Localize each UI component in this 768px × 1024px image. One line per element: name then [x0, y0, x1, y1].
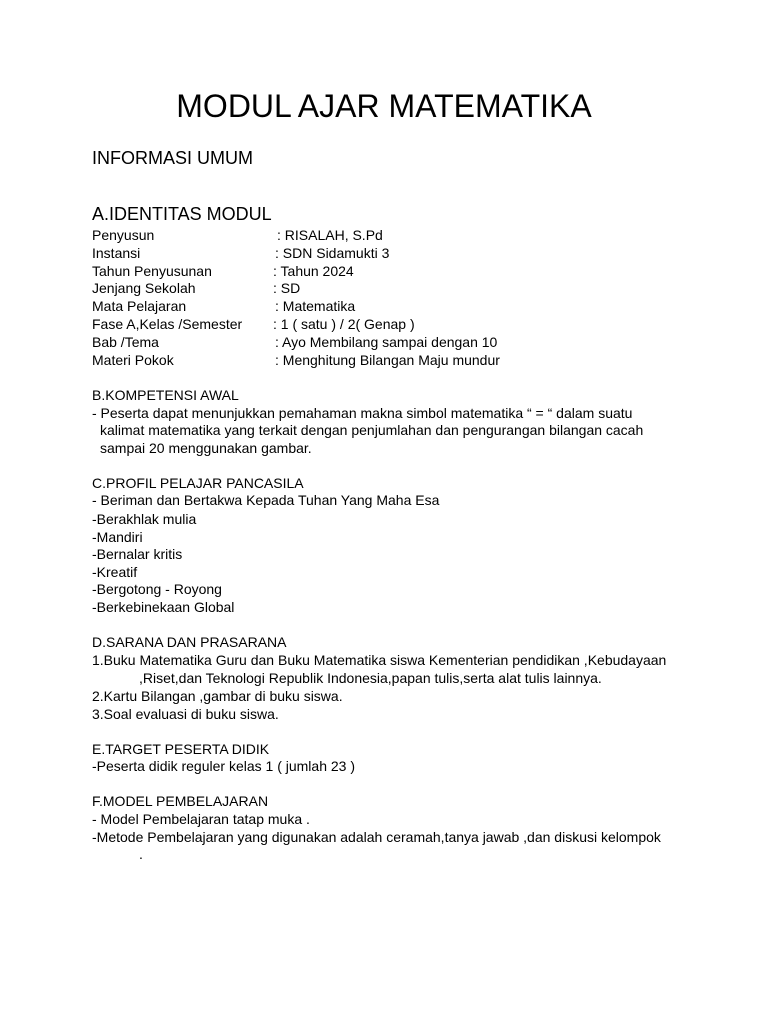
- section-model-heading: F.MODEL PEMBELAJARAN: [92, 793, 269, 809]
- identitas-value: : RISALAH, S.Pd: [277, 227, 383, 243]
- section-sarana-heading: D.SARANA DAN PRASARANA: [92, 634, 287, 650]
- sarana-line: ,Riset,dan Teknologi Republik Indonesia,papan tulis,serta alat tulis lainnya.: [139, 670, 602, 686]
- identitas-label: Mata Pelajaran: [92, 298, 187, 314]
- target-line: -Peserta didik reguler kelas 1 ( jumlah 23 ): [92, 758, 356, 774]
- section-informasi-umum: INFORMASI UMUM: [92, 148, 253, 168]
- kompetensi-line: sampai 20 menggunakan gambar.: [100, 440, 312, 456]
- sarana-line: 2.Kartu Bilangan ,gambar di buku siswa.: [92, 688, 343, 704]
- identitas-label: Materi Pokok: [92, 352, 174, 368]
- profil-item: -Bergotong - Royong: [92, 581, 222, 597]
- section-kompetensi-heading: B.KOMPETENSI AWAL: [92, 387, 239, 403]
- identitas-value: : SD: [273, 280, 301, 296]
- identitas-label: Tahun Penyusunan: [92, 263, 212, 279]
- identitas-value: : Tahun 2024: [273, 263, 354, 279]
- section-target-heading: E.TARGET PESERTA DIDIK: [92, 741, 270, 757]
- model-line: -Metode Pembelajaran yang digunakan adalah ceramah,tanya jawab ,dan diskusi kelompok: [92, 829, 661, 845]
- identitas-label: Penyusun: [92, 227, 155, 243]
- profil-item: -Bernalar kritis: [92, 546, 183, 562]
- identitas-label: Jenjang Sekolah: [92, 280, 196, 296]
- identitas-value: : 1 ( satu ) / 2( Genap ): [273, 316, 415, 332]
- sarana-line: 1.Buku Matematika Guru dan Buku Matematika siswa Kementerian pendidikan ,Kebudayaan: [92, 652, 667, 668]
- profil-item: -Berakhlak mulia: [92, 511, 197, 527]
- model-line: - Model Pembelajaran tatap muka .: [92, 811, 310, 827]
- sarana-line: 3.Soal evaluasi di buku siswa.: [92, 706, 279, 722]
- document-title: MODUL AJAR MATEMATIKA: [176, 88, 592, 124]
- identitas-label: Instansi: [92, 245, 141, 261]
- identitas-value: : SDN Sidamukti 3: [275, 245, 390, 261]
- profil-item: -Kreatif: [92, 564, 138, 580]
- section-profil-heading: C.PROFIL PELAJAR PANCASILA: [92, 475, 304, 491]
- profil-item: -Mandiri: [92, 529, 143, 545]
- identitas-value: : Ayo Membilang sampai dengan 10: [275, 334, 498, 350]
- profil-item: -Berkebinekaan Global: [92, 599, 235, 615]
- section-identitas-heading: A.IDENTITAS MODUL: [92, 204, 272, 224]
- model-line: .: [139, 846, 143, 862]
- identitas-label: Fase A,Kelas /Semester: [92, 316, 243, 332]
- kompetensi-line: kalimat matematika yang terkait dengan penjumlahan dan pengurangan bilangan cacah: [100, 422, 644, 438]
- kompetensi-line: - Peserta dapat menunjukkan pemahaman makna simbol matematika “ = “ dalam suatu: [92, 405, 633, 421]
- identitas-value: : Matematika: [275, 298, 356, 314]
- identitas-value: : Menghitung Bilangan Maju mundur: [275, 352, 500, 368]
- profil-item: - Beriman dan Bertakwa Kepada Tuhan Yang Maha Esa: [92, 492, 440, 508]
- identitas-label: Bab /Tema: [92, 334, 159, 350]
